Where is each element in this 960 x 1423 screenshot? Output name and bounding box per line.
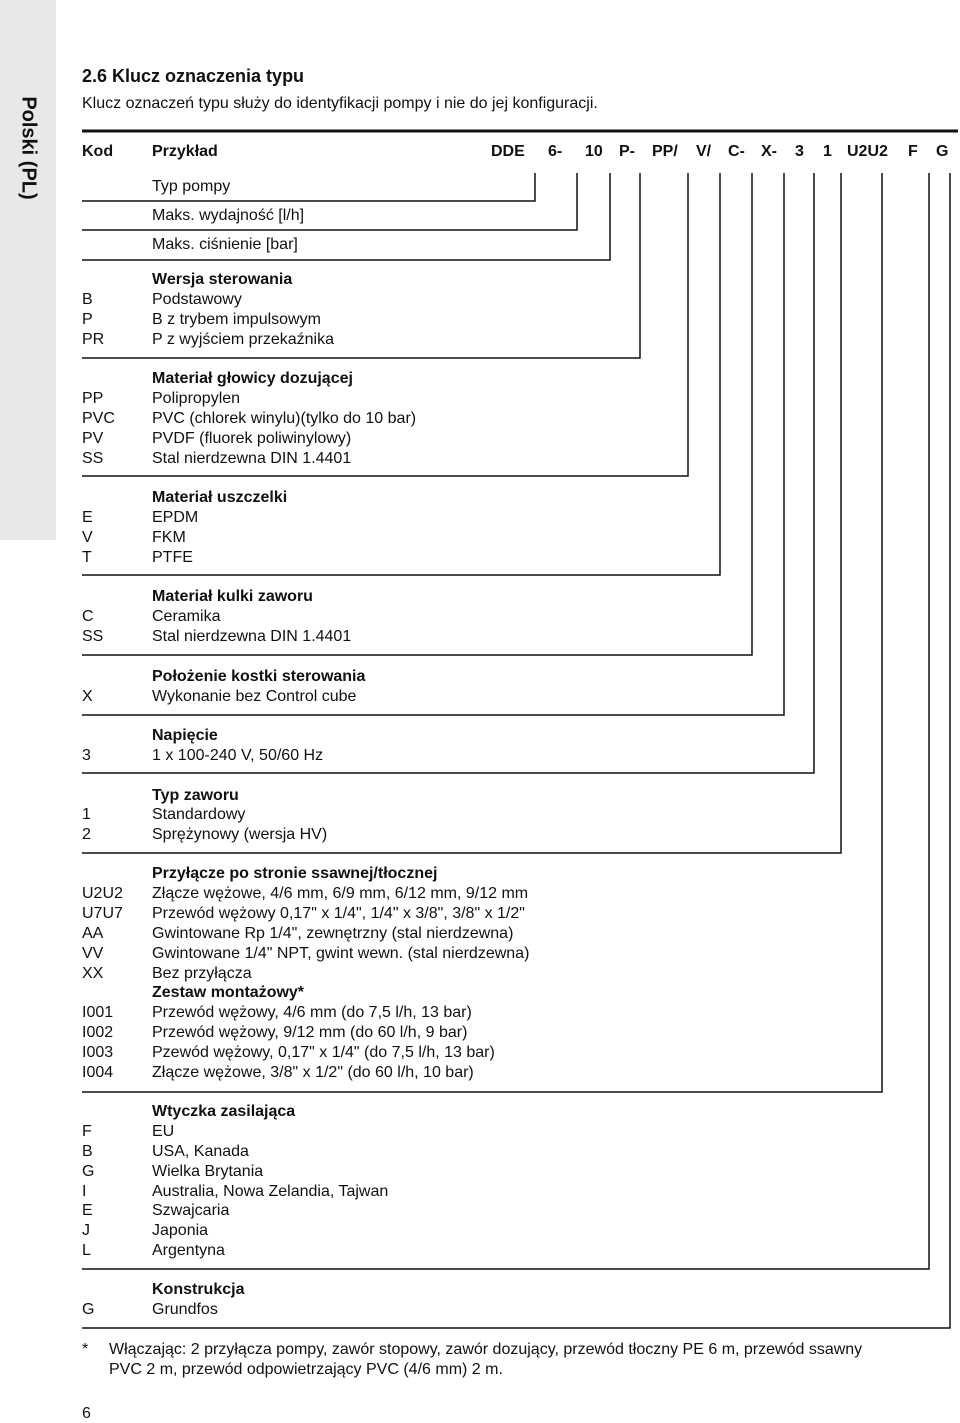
row-desc: Wykonanie bez Control cube <box>152 688 357 705</box>
group-heading: Typ zaworu <box>152 787 239 804</box>
row-desc: USA, Kanada <box>152 1143 249 1160</box>
code-part: G <box>936 143 949 160</box>
row-desc: Japonia <box>152 1222 209 1239</box>
code-part: PP/ <box>652 143 678 160</box>
row-desc: Podstawowy <box>152 291 242 308</box>
code-part: P- <box>619 143 635 160</box>
group-heading: Położenie kostki sterowania <box>152 668 366 685</box>
code-part: 10 <box>585 143 603 160</box>
group-heading: Wersja sterowania <box>152 271 293 288</box>
row-desc: Złącze wężowe, 3/8" x 1/2" (do 60 l/h, 10 bar) <box>152 1064 474 1081</box>
row-code: V <box>82 529 93 546</box>
row-desc: EU <box>152 1123 175 1140</box>
row-code: PVC <box>82 410 115 427</box>
page-number: 6 <box>82 1405 91 1422</box>
row-code: E <box>82 1202 93 1219</box>
code-part: 6- <box>548 143 563 160</box>
item-max-flow: Maks. wydajność [l/h] <box>152 207 305 224</box>
row-desc: Gwintowane 1/4" NPT, gwint wewn. (stal nierdzewna) <box>152 945 530 962</box>
header-przyklad: Przykład <box>152 143 218 160</box>
group-heading: Napięcie <box>152 727 218 744</box>
row-code: PV <box>82 430 104 447</box>
row-desc: Polipropylen <box>152 390 241 407</box>
row-code: I003 <box>82 1044 114 1061</box>
code-part: 1 <box>823 143 832 160</box>
row-code: I004 <box>82 1064 114 1081</box>
row-code: P <box>82 311 93 328</box>
code-part: U2U2 <box>847 143 888 160</box>
row-code: U2U2 <box>82 885 123 902</box>
row-code: T <box>82 549 92 566</box>
header-kod: Kod <box>82 143 114 160</box>
row-code: G <box>82 1301 95 1318</box>
row-code: 3 <box>82 747 91 764</box>
code-part: V/ <box>696 143 712 160</box>
code-part: X- <box>761 143 777 160</box>
row-code: U7U7 <box>82 905 123 922</box>
row-desc: PVDF (fluorek poliwinylowy) <box>152 430 352 447</box>
row-code: G <box>82 1163 95 1180</box>
row-code: B <box>82 1143 93 1160</box>
row-desc: Wielka Brytania <box>152 1163 264 1180</box>
row-code: SS <box>82 450 104 467</box>
row-code: F <box>82 1123 92 1140</box>
row-code: VV <box>82 945 104 962</box>
footnote-mark: * <box>82 1341 89 1358</box>
group-subheading: Zestaw montażowy* <box>152 984 305 1001</box>
footnote-line-2: PVC 2 m, przewód odpowietrzający PVC (4/6 mm) 2 m. <box>109 1361 503 1378</box>
row-code: AA <box>82 925 104 942</box>
row-code: XX <box>82 965 104 982</box>
row-desc: Pzewód wężowy, 0,17" x 1/4" (do 7,5 l/h, 13 bar) <box>152 1044 495 1061</box>
code-part: DDE <box>491 143 525 160</box>
item-pump-type: Typ pompy <box>152 178 231 195</box>
row-desc: Sprężynowy (wersja HV) <box>152 826 328 843</box>
row-desc: Szwajcaria <box>152 1202 230 1219</box>
row-desc: B z trybem impulsowym <box>152 311 321 328</box>
code-part: C- <box>728 143 745 160</box>
row-desc: Australia, Nowa Zelandia, Tajwan <box>152 1183 389 1200</box>
row-desc: Przewód wężowy, 9/12 mm (do 60 l/h, 9 bar) <box>152 1024 468 1041</box>
group-heading: Materiał uszczelki <box>152 489 288 506</box>
row-code: 1 <box>82 806 91 823</box>
row-desc: Standardowy <box>152 806 246 823</box>
row-desc: Przewód wężowy 0,17" x 1/4", 1/4" x 3/8", 3/8" x 1/2" <box>152 905 525 922</box>
section-title: 2.6 Klucz oznaczenia typu <box>82 66 305 86</box>
row-desc: Złącze wężowe, 4/6 mm, 6/9 mm, 6/12 mm, 9/12 mm <box>152 885 529 902</box>
row-code: C <box>82 608 94 625</box>
code-part: 3 <box>795 143 804 160</box>
row-code: X <box>82 688 93 705</box>
group-heading: Konstrukcja <box>152 1281 245 1298</box>
group-heading: Wtyczka zasilająca <box>152 1103 296 1120</box>
row-code: I <box>82 1183 87 1200</box>
row-code: J <box>82 1222 90 1239</box>
row-desc: Gwintowane Rp 1/4", zewnętrzny (stal nierdzewna) <box>152 925 514 942</box>
group-heading: Materiał kulki zaworu <box>152 588 313 605</box>
row-desc: PVC (chlorek winylu)(tylko do 10 bar) <box>152 410 417 427</box>
group-heading: Przyłącze po stronie ssawnej/tłocznej <box>152 865 438 882</box>
row-code: I001 <box>82 1004 114 1021</box>
code-part: F <box>908 143 918 160</box>
row-code: SS <box>82 628 104 645</box>
row-desc: Przewód wężowy, 4/6 mm (do 7,5 l/h, 13 bar) <box>152 1004 472 1021</box>
row-code: B <box>82 291 93 308</box>
row-desc: PTFE <box>152 549 193 566</box>
row-code: L <box>82 1242 91 1259</box>
row-desc: Stal nierdzewna DIN 1.4401 <box>152 450 352 467</box>
row-code: PR <box>82 331 105 348</box>
row-desc: Ceramika <box>152 608 221 625</box>
row-code: PP <box>82 390 104 407</box>
row-desc: 1 x 100-240 V, 50/60 Hz <box>152 747 324 764</box>
row-desc: EPDM <box>152 509 199 526</box>
row-desc: P z wyjściem przekaźnika <box>152 331 334 348</box>
row-desc: FKM <box>152 529 186 546</box>
row-code: I002 <box>82 1024 114 1041</box>
row-desc: Bez przyłącza <box>152 965 252 982</box>
row-desc: Argentyna <box>152 1242 225 1259</box>
row-code: E <box>82 509 93 526</box>
row-desc: Stal nierdzewna DIN 1.4401 <box>152 628 352 645</box>
footnote-line-1: Włączając: 2 przyłącza pompy, zawór stopowy, zawór dozujący, przewód tłoczny PE 6 m, przewód ssawny <box>109 1341 863 1358</box>
language-label: Polski (PL) <box>17 96 40 200</box>
group-heading: Materiał głowicy dozującej <box>152 370 353 387</box>
row-code: 2 <box>82 826 91 843</box>
intro-text: Klucz oznaczeń typu służy do identyfikacji pompy i nie do jej konfiguracji. <box>82 95 598 112</box>
row-desc: Grundfos <box>152 1301 218 1318</box>
item-max-pressure: Maks. ciśnienie [bar] <box>152 236 298 253</box>
